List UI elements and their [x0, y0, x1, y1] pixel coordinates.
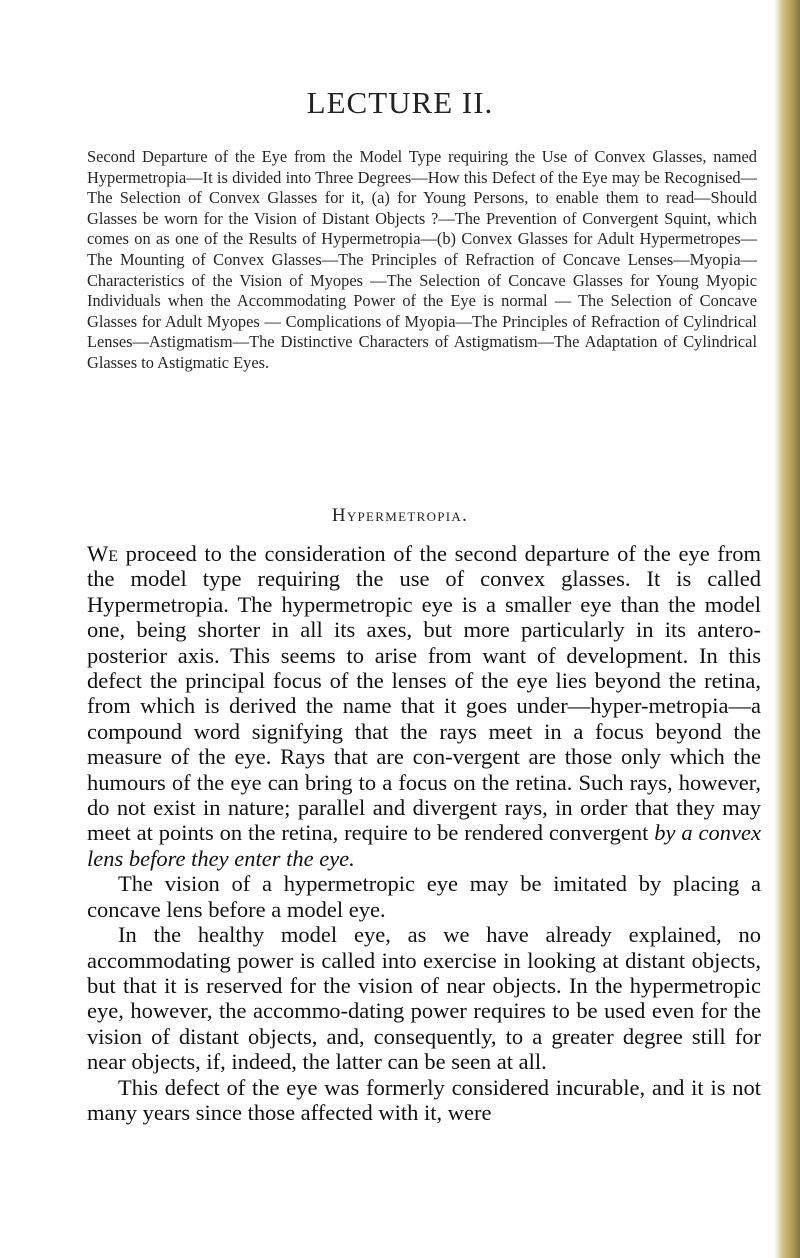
- paragraph-1: [87, 541, 761, 871]
- paragraph-lead-word: We: [87, 541, 119, 566]
- paragraph-2: The vision of a hypermetropic eye may be imitated by placing a concave lens before a model eye.: [87, 871, 761, 922]
- book-binding-edge: [774, 0, 800, 1258]
- paragraph-3: In the healthy model eye, as we have already explained, no accommodating power is called into exercise in looking at distant objects, but that it is reserved for the vision of near objects. In the hypermetropic eye, however, the accommo-dating power requires to be used even for the vision of distant objects, and, consequently, to a greater degree still for near objects, if, indeed, the latter can be seen at all.: [87, 922, 761, 1075]
- lecture-title: LECTURE II.: [306, 85, 494, 120]
- paragraph-1-text: proceed to the consideration of the second departure of the eye from the model type requiring the use of convex glasses. It is called Hypermetropia. The hypermetropic eye is a smaller eye than the model one, being shorter in all its axes, but more particularly in its antero-posterior axis. This seems to arise from want of development. In this defect the principal focus of the lenses of the eye lies beyond the retina, from which is derived the name that it goes under—hyper-metropia—a compound word signifying that the rays meet in a focus beyond the measure of the eye. Rays that are con-vergent are those only which the humours of the eye can bring to a focus on the retina. Such rays, however, do not exist in nature; parallel and divergent rays, in order that they may meet at points on the retina, require to be rendered convergent: [87, 541, 761, 846]
- lecture-synopsis: Second Departure of the Eye from the Model Type requiring the Use of Convex Glasses, named Hypermetropia—It is divided into Three Degrees—How this Defect of the Eye may be Recognised—The Selection of Convex Glasses for it, (a) for Young Persons, to enable them to read—Should Glasses be worn for the Vision of Distant Objects ?—The Prevention of Convergent Squint, which comes on as one of the Results of Hypermetropia—(b) Convex Glasses for Adult Hypermetropes—The Mounting of Convex Glasses—The Principles of Refraction of Concave Lenses—Myopia—Characteristics of the Vision of Myopes —The Selection of Concave Glasses for Young Myopic Individuals when the Accommodating Power of the Eye is normal — The Selection of Concave Glasses for Adult Myopes — Complications of Myopia—The Principles of Refraction of Cylindrical Lenses—Astigmatism—The Distinctive Characters of Astigmatism—The Adaptation of Cylindrical Glasses to Astigmatic Eyes.: [87, 147, 757, 372]
- body-text: [87, 541, 761, 1125]
- section-heading: Hypermetropia.: [331, 505, 469, 526]
- paragraph-4: This defect of the eye was formerly considered incurable, and it is not many years since those affected with it, were: [87, 1074, 761, 1125]
- paragraph-1-emphasis: by a convex lens before they enter the eye.: [87, 820, 761, 871]
